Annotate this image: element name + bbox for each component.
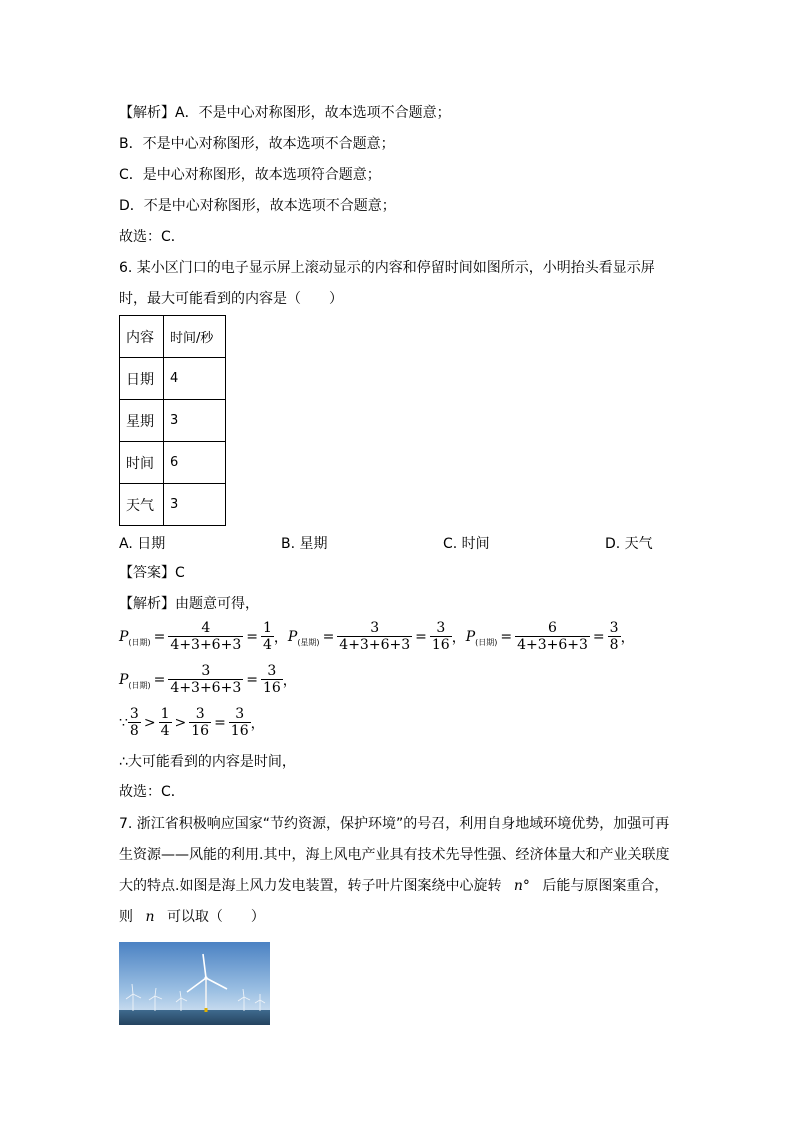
- table-row: [120, 484, 226, 526]
- q7-stem-line4: [119, 907, 265, 927]
- fraction-denominator: 4: [160, 723, 170, 739]
- q6-content-time-table: [119, 315, 226, 526]
- fraction: [337, 620, 412, 653]
- fraction-denominator: 4+3+6+3: [339, 637, 411, 653]
- fraction-numerator: 3: [609, 620, 619, 636]
- fraction-denominator: 4+3+6+3: [170, 637, 242, 653]
- q6-stem-line1: 6. 某小区门口的电子显示屏上滚动显示的内容和停留时间如图所示，小明抬头看显示屏: [119, 260, 655, 276]
- because-symbol: ∵: [119, 714, 128, 731]
- greater-than-sign: >: [174, 714, 187, 731]
- q6-option-b: B. 星期: [281, 536, 328, 552]
- wind-turbine-illustration: [119, 942, 270, 1025]
- fraction: [168, 663, 243, 696]
- fraction-numerator: 4: [201, 620, 211, 636]
- analysis-line-d: D．不是中心对称图形，故本选项不合题意；: [119, 198, 396, 214]
- rotation-angle-variable: n°: [513, 878, 530, 894]
- previous-choice: 故选：C．: [119, 229, 185, 245]
- fraction-numerator: 3: [370, 620, 380, 636]
- q6-option-a: A. 日期: [119, 536, 166, 552]
- table-cell: 3: [164, 400, 226, 442]
- analysis-line-c: C．是中心对称图形，故本选项符合题意；: [119, 167, 381, 183]
- fraction: [430, 620, 452, 653]
- probability-equations-row1: [119, 620, 635, 653]
- q7-line4-text-end: 可以取（ ）: [166, 909, 265, 925]
- table-row: [120, 442, 226, 484]
- q6-stem-line2: 时，最大可能看到的内容是（ ）: [119, 291, 343, 307]
- q7-line4-text: 则: [119, 909, 133, 925]
- fraction-denominator: 8: [129, 723, 139, 739]
- n-variable: n: [145, 909, 155, 925]
- comparison-row: [119, 706, 265, 739]
- q7-stem-line3: [119, 876, 668, 896]
- prob-symbol: P: [119, 671, 129, 688]
- table-cell: 日期: [120, 358, 164, 400]
- table-cell: 4: [164, 358, 226, 400]
- q7-stem-line1: 7. 浙江省积极响应国家“节约资源，保护环境”的号召，利用自身地域环境优势，加强可再: [119, 816, 670, 832]
- equals-sign: =: [322, 628, 335, 645]
- table-cell: 天气: [120, 484, 164, 526]
- q6-option-d: D. 天气: [605, 536, 653, 552]
- fraction-denominator: 16: [431, 637, 450, 653]
- fraction: [515, 620, 590, 653]
- fraction-denominator: 4+3+6+3: [517, 637, 588, 653]
- equals-sign: =: [153, 628, 166, 645]
- q7-stem-line2: 生资源——风能的利用.其中，海上风电产业具有技术先导性强、经济体量大和产业关联度: [119, 847, 670, 863]
- prob-subscript: (星期): [297, 638, 320, 647]
- fraction-numerator: 1: [262, 620, 272, 636]
- fraction: [229, 706, 251, 739]
- prob-symbol: P: [119, 628, 129, 645]
- q6-analysis-intro: 【解析】由题意可得，: [119, 596, 259, 612]
- greater-than-sign: >: [143, 714, 156, 731]
- prob-symbol: P: [465, 628, 476, 645]
- fraction-numerator: 6: [548, 620, 557, 636]
- fraction-denominator: 8: [609, 637, 619, 653]
- equals-sign: =: [415, 628, 427, 645]
- equals-sign: =: [592, 628, 605, 645]
- table-cell: 3: [164, 484, 226, 526]
- comma: ，: [620, 629, 635, 646]
- equals-sign: =: [153, 671, 166, 688]
- fraction: [159, 706, 172, 739]
- table-header-row: [120, 316, 226, 358]
- table-header-content: 内容: [120, 316, 164, 358]
- fraction-numerator: 3: [235, 706, 245, 722]
- q6-answer: 【答案】C: [119, 565, 185, 581]
- table-header-time: 时间/秒: [164, 316, 226, 358]
- prob-subscript: (日期): [475, 638, 498, 647]
- fraction: [128, 706, 141, 739]
- q6-conclusion: ∴大可能看到的内容是时间，: [119, 754, 296, 770]
- table-cell: 6: [164, 442, 226, 484]
- fraction-numerator: 3: [201, 663, 211, 679]
- probability-equations-row2: [119, 663, 297, 696]
- q7-line3-text: 大的特点.如图是海上风力发电装置，转子叶片图案绕中心旋转: [119, 878, 502, 894]
- fraction-numerator: 3: [195, 706, 205, 722]
- fraction-numerator: 3: [267, 663, 277, 679]
- fraction-denominator: 16: [262, 680, 281, 696]
- fraction-numerator: 3: [129, 706, 139, 722]
- fraction-denominator: 16: [230, 723, 249, 739]
- table-row: [120, 400, 226, 442]
- comma: ，: [250, 715, 265, 732]
- equals-sign: =: [500, 628, 513, 645]
- table-cell: 星期: [120, 400, 164, 442]
- fraction-denominator: 4+3+6+3: [170, 680, 242, 696]
- comma: ，: [273, 629, 288, 646]
- fraction: [261, 663, 283, 696]
- prob-symbol: P: [287, 628, 298, 645]
- offshore-wind-turbine-photo: [119, 942, 270, 1025]
- fraction: [189, 706, 211, 739]
- prob-subscript: (日期): [128, 681, 151, 690]
- fraction: [608, 620, 621, 653]
- fraction-numerator: 1: [160, 706, 170, 722]
- equals-sign: =: [246, 628, 258, 645]
- table-row: [120, 358, 226, 400]
- q7-line3-text-end: 后能与原图案重合，: [542, 878, 669, 894]
- prob-subscript: (日期): [128, 638, 151, 647]
- fraction-denominator: 4: [262, 637, 272, 653]
- comma: ，: [451, 629, 466, 646]
- fraction: [168, 620, 243, 653]
- analysis-line-a: 【解析】A．不是中心对称图形，故本选项不合题意；: [119, 105, 451, 121]
- fraction-denominator: 16: [191, 723, 210, 739]
- equals-sign: =: [246, 671, 258, 688]
- q6-choice: 故选：C．: [119, 784, 185, 800]
- fraction-numerator: 3: [436, 620, 446, 636]
- table-cell: 时间: [120, 442, 164, 484]
- analysis-line-b: B．不是中心对称图形，故本选项不合题意；: [119, 136, 395, 152]
- fraction: [261, 620, 274, 653]
- comma: ，: [282, 672, 297, 689]
- q6-option-c: C. 时间: [443, 536, 490, 552]
- equals-sign: =: [214, 714, 226, 731]
